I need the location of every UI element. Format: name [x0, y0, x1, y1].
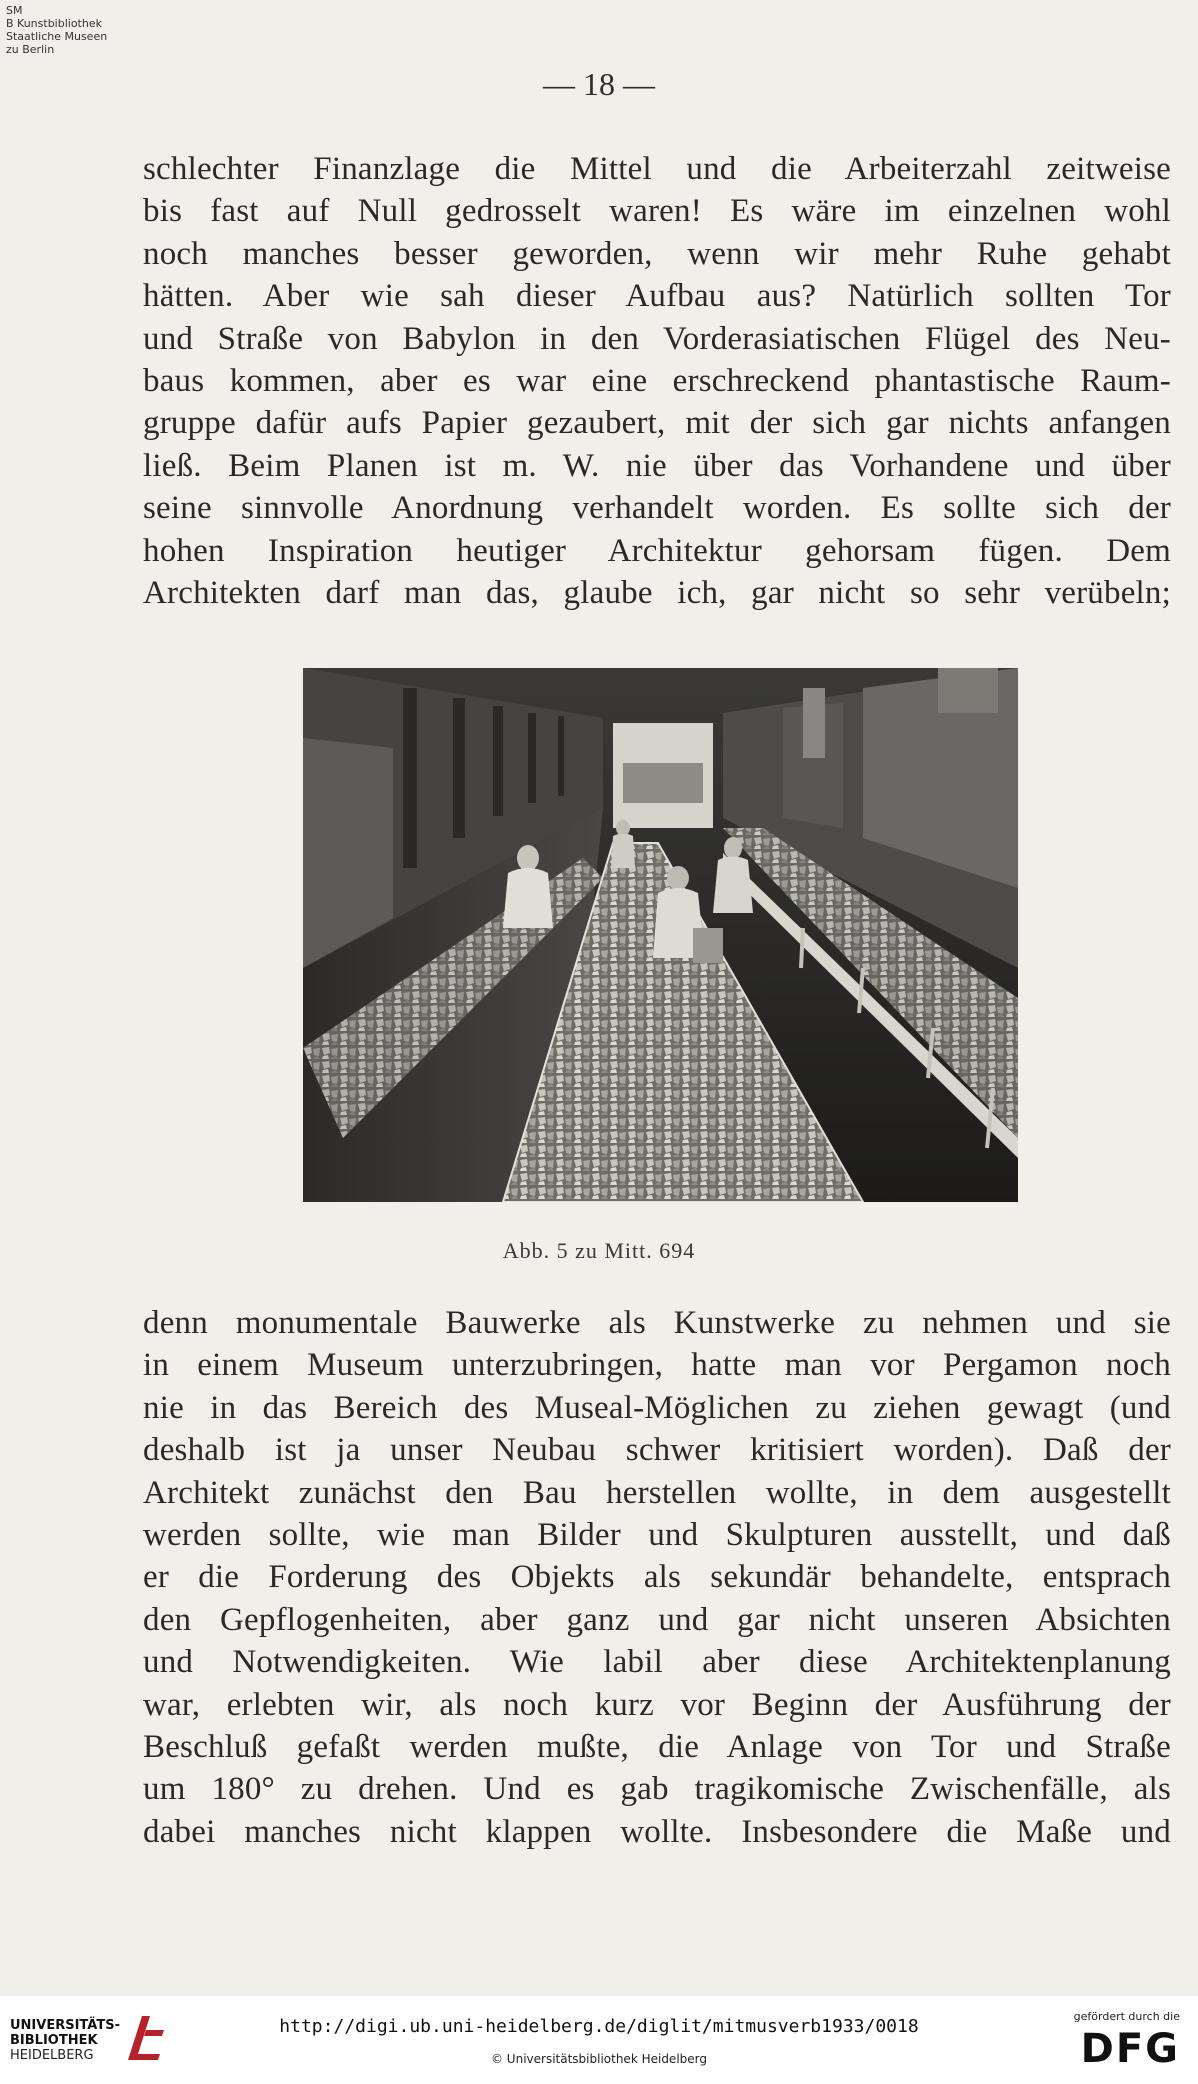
stamp-line: zu Berlin	[6, 43, 55, 56]
text-line: dabei manches nicht klappen wollte. Insbesondere die Maße und	[143, 1813, 1171, 1850]
text-line: deshalb ist ja unser Neubau schwer kritisiert worden). Daß der	[143, 1432, 1171, 1469]
text-line: hohen Inspiration heutiger Architektur gehorsam fügen. Dem	[143, 532, 1171, 569]
text-line: seine sinnvolle Anordnung verhandelt worden. Es sollte sich der	[143, 490, 1171, 527]
text-line: Architekt zunächst den Bau herstellen wollte, in dem ausgestellt	[143, 1474, 1171, 1511]
text-line: noch manches besser geworden, wenn wir mehr Ruhe gehabt	[143, 235, 1171, 272]
stamp-line: B Kunstbibliothek	[6, 17, 102, 30]
historical-photograph	[303, 668, 1018, 1202]
copyright-notice: © Universitätsbibliothek Heidelberg	[490, 2052, 707, 2066]
text-line: und Straße von Babylon in den Vorderasiatischen Flügel des Neu-	[143, 320, 1171, 357]
funding-note: gefördert durch die	[1073, 2010, 1180, 2023]
footer-bar	[0, 1996, 1198, 2084]
library-stamp	[6, 4, 107, 56]
logo-line: BIBLIOTHEK	[10, 2033, 98, 2048]
text-line: bis fast auf Null gedrosselt waren! Es wäre im einzelnen wohl	[143, 193, 1171, 230]
figure-caption: Abb. 5 zu Mitt. 694	[502, 1238, 696, 1263]
stamp-line: SM	[6, 4, 23, 17]
text-line: und Notwendigkeiten. Wie labil aber diese Architektenplanung	[143, 1644, 1171, 1681]
body-text-upper	[143, 148, 1171, 614]
text-line: gruppe dafür aufs Papier gezaubert, mit der sich gar nichts anfangen	[143, 405, 1171, 442]
text-line: schlechter Finanzlage die Mittel und die Arbeiterzahl zeitweise	[143, 151, 1171, 187]
text-line: denn monumentale Bauwerke als Kunstwerke zu nehmen und sie	[143, 1305, 1171, 1341]
text-line: um 180° zu drehen. Und es gab tragikomische Zwischenfälle, als	[143, 1771, 1171, 1808]
text-line: Architekten darf man das, glaube ich, gar nicht so sehr verübeln;	[143, 574, 1171, 611]
text-line: ließ. Beim Planen ist m. W. nie über das Vorhandene und über	[143, 447, 1171, 484]
text-line: war, erlebten wir, als noch kurz vor Beginn der Ausführung der	[143, 1686, 1171, 1723]
text-line: Beschluß gefaßt werden mußte, die Anlage von Tor und Straße	[143, 1728, 1171, 1765]
text-line: in einem Museum unterzubringen, hatte man vor Pergamon noch	[143, 1347, 1171, 1384]
text-line: er die Forderung des Objekts als sekundär behandelte, entsprach	[143, 1559, 1171, 1596]
photo-hall-with-tables	[303, 668, 1018, 1202]
text-line: werden sollte, wie man Bilder und Skulpturen ausstellt, und daß	[143, 1516, 1171, 1553]
page-number: — 18 —	[543, 66, 655, 102]
text-line: hätten. Aber wie sah dieser Aufbau aus? Natürlich sollten Tor	[143, 278, 1171, 315]
dfg-logo: DFG	[1080, 2026, 1180, 2072]
body-text-lower	[143, 1302, 1171, 1853]
text-line: nie in das Bereich des Museal-Möglichen zu ziehen gewagt (und	[143, 1389, 1171, 1426]
logo-line: HEIDELBERG	[10, 2048, 94, 2063]
text-line: den Gepflogenheiten, aber ganz und gar nicht unseren Absichten	[143, 1601, 1171, 1638]
permalink-url[interactable]: http://digi.ub.uni-heidelberg.de/diglit/mitmusverb1933/0018	[279, 2016, 919, 2037]
logo-line: UNIVERSITÄTS-	[10, 2018, 120, 2033]
text-line: baus kommen, aber es war eine erschreckend phantastische Raum-	[143, 362, 1171, 399]
stamp-line: Staatliche Museen	[6, 30, 108, 43]
